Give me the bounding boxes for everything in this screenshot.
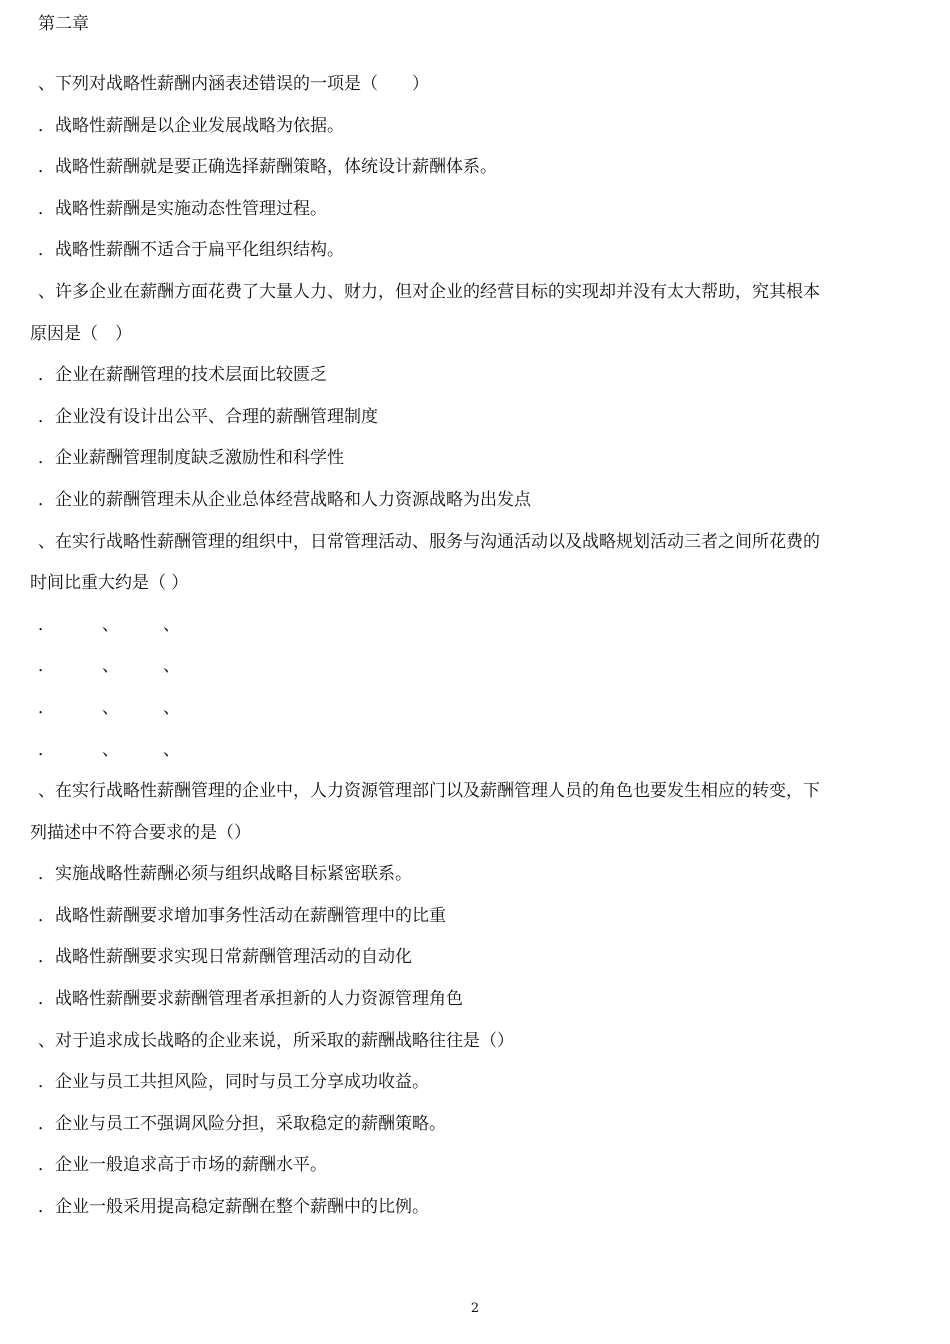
question-3-option-1 xyxy=(30,605,926,647)
question-4-stem: 、在实行战略性薪酬管理的企业中，人力资源管理部门以及薪酬管理人员的角色也要发生相应的转变，下 xyxy=(38,781,820,802)
option-marker: ． xyxy=(38,656,55,677)
question-1-option-4: ．战略性薪酬不适合于扁平化组织结构。 xyxy=(38,240,344,261)
question-1-stem: 、下列对战略性薪酬内涵表述错误的一项是（ ） xyxy=(38,74,429,94)
question-1-option-3: ．战略性薪酬是实施动态性管理过程。 xyxy=(38,198,327,219)
option-separator: 、 xyxy=(163,656,180,677)
question-4-stem-continued: 列描述中不符合要求的是（） xyxy=(30,822,251,843)
question-2-option-1: ．企业在薪酬管理的技术层面比较匮乏 xyxy=(38,365,327,386)
question-2-option-3: ．企业薪酬管理制度缺乏激励性和科学性 xyxy=(38,448,344,469)
page-number: 2 xyxy=(470,1301,480,1316)
option-separator: 、 xyxy=(102,697,119,718)
option-separator: 、 xyxy=(102,739,119,760)
option-separator: 、 xyxy=(163,614,180,635)
option-separator: 、 xyxy=(163,739,180,760)
question-1-option-1: ．战略性薪酬是以企业发展战略为依据。 xyxy=(38,115,344,136)
question-4-option-4: ．战略性薪酬要求薪酬管理者承担新的人力资源管理角色 xyxy=(38,989,463,1010)
question-5-option-1: ．企业与员工共担风险，同时与员工分享成功收益。 xyxy=(38,1072,429,1093)
question-5-option-4: ．企业一般采用提高稳定薪酬在整个薪酬中的比例。 xyxy=(38,1197,429,1218)
question-4-option-1: ．实施战略性薪酬必须与组织战略目标紧密联系。 xyxy=(38,864,412,885)
chapter-title: 第二章 xyxy=(38,14,89,34)
question-2-option-2: ．企业没有设计出公平、合理的薪酬管理制度 xyxy=(38,406,378,427)
question-5-option-2: ．企业与员工不强调风险分担，采取稳定的薪酬策略。 xyxy=(38,1113,446,1134)
question-3-stem-continued: 时间比重大约是（ ） xyxy=(30,573,189,594)
question-list xyxy=(30,64,926,1229)
option-separator: 、 xyxy=(102,656,119,677)
option-marker: ． xyxy=(38,697,55,718)
question-3-stem: 、在实行战略性薪酬管理的组织中，日常管理活动、服务与沟通活动以及战略规划活动三者之间所花费的 xyxy=(38,531,820,552)
option-separator: 、 xyxy=(102,614,119,635)
option-separator: 、 xyxy=(163,697,180,718)
question-4-option-3: ．战略性薪酬要求实现日常薪酬管理活动的自动化 xyxy=(38,947,412,968)
question-3-option-2 xyxy=(30,646,926,688)
option-marker: ． xyxy=(38,614,55,635)
question-2-stem: 、许多企业在薪酬方面花费了大量人力、财力，但对企业的经营目标的实现却并没有太大帮助，究其根本 xyxy=(38,281,820,302)
question-3-option-4 xyxy=(30,730,926,772)
question-5-option-3: ．企业一般追求高于市场的薪酬水平。 xyxy=(38,1155,327,1176)
question-3-option-3 xyxy=(30,688,926,730)
question-2-stem-continued: 原因是（ ） xyxy=(30,323,132,344)
question-1-option-2: ．战略性薪酬就是要正确选择薪酬策略，体统设计薪酬体系。 xyxy=(38,157,497,178)
option-marker: ． xyxy=(38,739,55,760)
question-5-stem: 、对于追求成长战略的企业来说，所采取的薪酬战略往往是（） xyxy=(38,1030,514,1051)
question-2-option-4: ．企业的薪酬管理未从企业总体经营战略和人力资源战略为出发点 xyxy=(38,489,531,510)
question-4-option-2: ．战略性薪酬要求增加事务性活动在薪酬管理中的比重 xyxy=(38,905,446,926)
